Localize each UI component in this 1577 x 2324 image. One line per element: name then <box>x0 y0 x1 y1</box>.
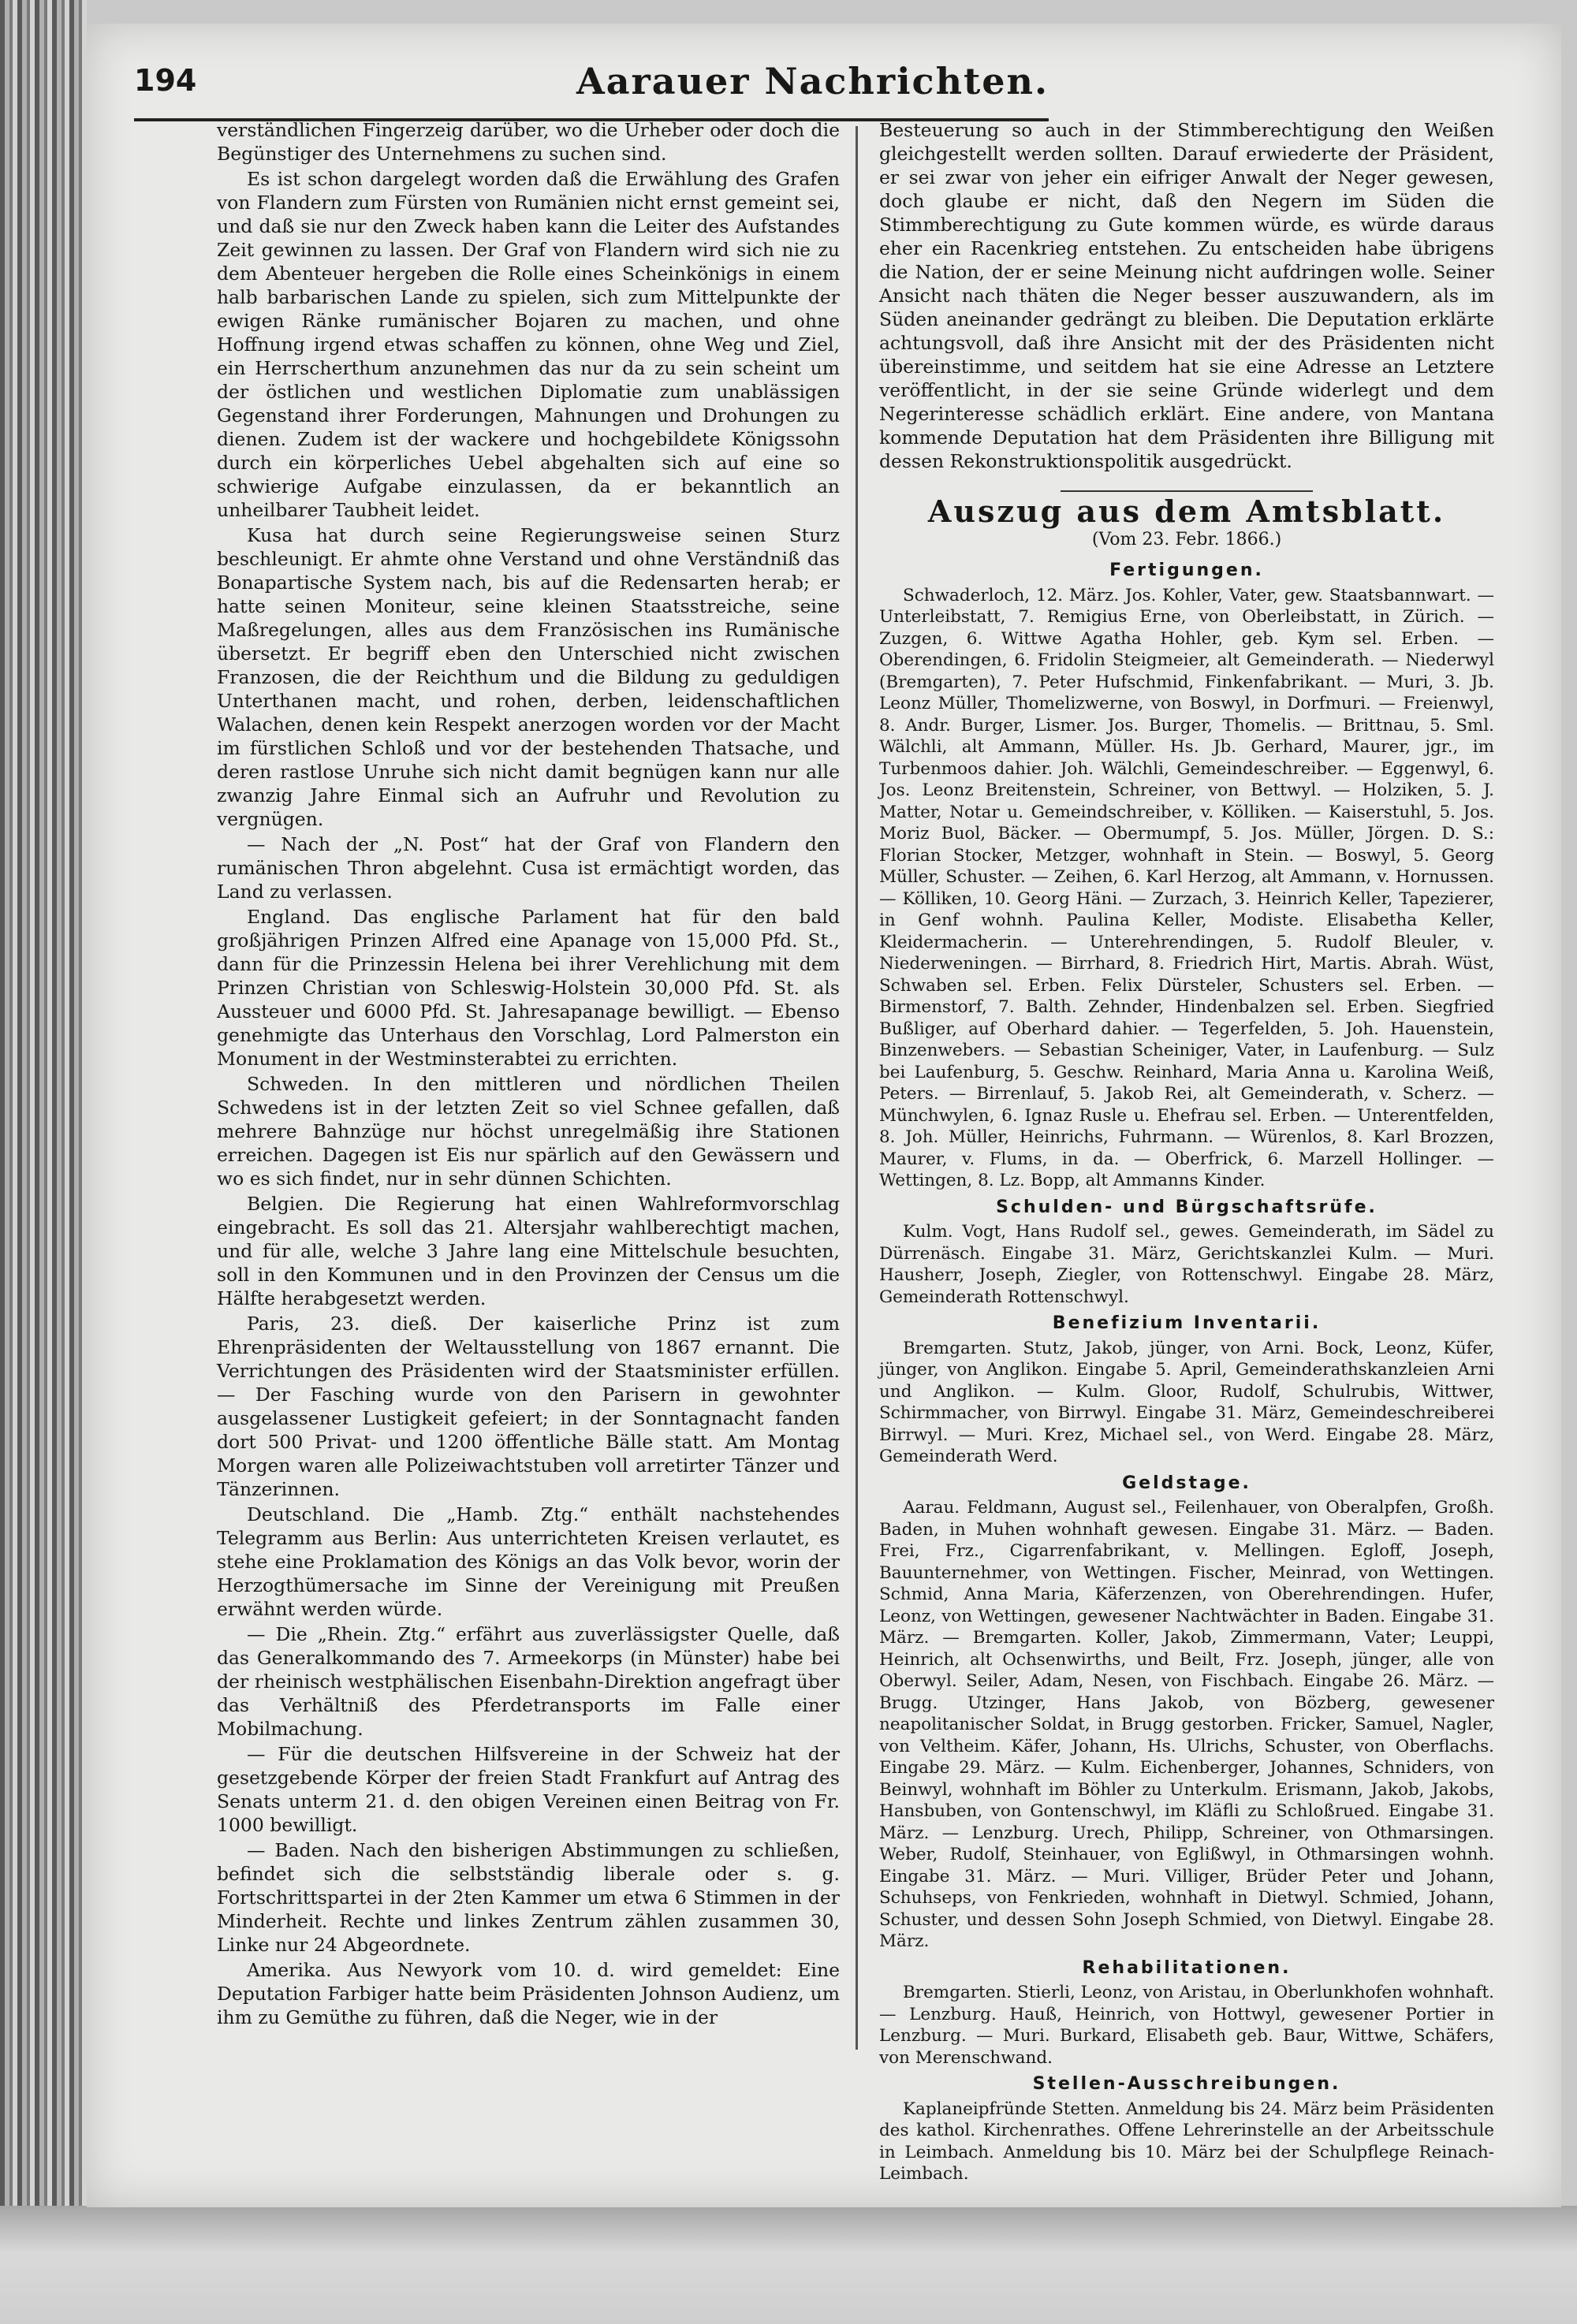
scan-bottom-margin <box>0 2206 1577 2324</box>
article-paragraph: — Die „Rhein. Ztg.“ erfährt aus zuverlässigster Quelle, daß das Generalkommando des 7. Armeekorps (in Münster) habe bei der rheinisch westphälischen Eisenbahn-Direktion angefragt über das Verhältniß des Pferdetransports im Falle einer Mobilmachung. <box>217 1623 840 1740</box>
article-continuation: Besteuerung so auch in der Stimmberechtigung den Weißen gleichgestellt werden sollten. Darauf erwiederte der Präsident, er sei zwar von jeher ein eifriger Anwalt der Neger gewesen, doch glaube er nicht, daß den Negern im Süden die Stimmberechtigung zu Gute kommen würde, es würde daraus eher ein Racenkrieg entstehen. Zu entscheiden habe übrigens die Nation, der er seine Meinung nicht aufdringen wolle. Seiner Ansicht nach thäten die Neger besser auszuwandern, als im Süden aneinander gedrängt zu bleiben. Die Deputation erklärte achtungsvoll, daß ihre Ansicht mit der des Präsidenten nicht übereinstimme, und seitdem hat sie eine Adresse an Letztere veröffentlicht, in der sie seine Gründe widerlegt und dem Negerinteresse schädlich erklärt. Eine andere, von Mantana kommende Deputation hat dem Präsidenten ihre Billigung mit dessen Rekonstruktionspolitik ausgedrückt. <box>879 119 1494 472</box>
geldstage-heading: Geldstage. <box>1122 1473 1251 1493</box>
article-paragraph: Kusa hat durch seine Regierungsweise seinen Sturz beschleunigt. Er ahmte ohne Verstand und ohne Verständniß das Bonapartische System nach, bis auf die Redensarten herab; er hatte seinen Moniteur, seine kleinen Staatsstreiche, seine Maßregelungen, alles aus dem Französischen ins Rumänische übersetzt. Er begriff eben den Unterschied nicht zwischen Franzosen, die der Reichthum und die Bildung zu geduldigen Unterthanen macht, und rohen, derben, leidenschaftlichen Walachen, denen kein Respekt anerzogen worden vor der Macht im fürstlichen Schloß und vor der bestehenden Thatsache, und deren rastlose Unruhe sich nicht damit begnügen kann nur alle zwanzig Jahre Einmal sich an Aufruhr und Revolution zu vergnügen. <box>217 524 840 830</box>
schulden-text: Kulm. Vogt, Hans Rudolf sel., gewes. Gemeinderath, im Sädel zu Dürrenäsch. Eingabe 31. März, Gerichtskanzlei Kulm. — Muri. Hausherr, Joseph, Ziegler, von Rottenschwyl. Eingabe 28. März, Gemeinderath Rottenschwyl. <box>879 1222 1494 1307</box>
scan-binding-edge <box>0 0 87 2324</box>
masthead-title: Aarauer Nachrichten. <box>576 60 1049 102</box>
amtsblatt-title: Auszug aus dem Amtsblatt. <box>927 493 1446 529</box>
benefizium-heading: Benefizium Inventarii. <box>1052 1313 1322 1333</box>
fertigungen-heading: Fertigungen. <box>1109 561 1264 580</box>
stellen-heading: Stellen-Ausschreibungen. <box>1032 2074 1341 2094</box>
fertigungen-text: Schwaderloch, 12. März. Jos. Kohler, Vater, gew. Staatsbannwart. — Unterleibstatt, 7. Remigius Erne, von Oberleibstatt, in Zürich. — Zuzgen, 6. Wittwe Agatha Hohler, geb. Kym sel. Erben. — Oberendingen, 6. Fridolin Steigmeier, alt Gemeinderath. — Niederwyl (Bremgarten), 7. Peter Hufschmid, Finkenfabrikant. — Muri, 3. Jb. Leonz Müller, Thomelizwerne, von Boswyl, in Dorfmuri. — Freienwyl, 8. Andr. Burger, Lismer. Jos. Burger, Thomelis. — Brittnau, 5. Sml. Wälchli, alt Ammann, Müller. Hs. Jb. Gerhard, Maurer, jgr., im Turbenmoos dahier. Joh. Wälchli, Gemeindeschreiber. — Eggenwyl, 6. Jos. Leonz Breitenstein, Schreiner, von Bettwyl. — Holziken, 5. J. Matter, Notar u. Gemeindschreiber, v. Kölliken. — Kaiserstuhl, 5. Jos. Moriz Buol, Bäcker. — Obermumpf, 5. Jos. Müller, Jörgen. D. S.: Florian Stocker, Metzger, wohnhaft in Stein. — Boswyl, 5. Georg Müller, Schuster. — Zeihen, 6. Karl Herzog, alt Ammann, v. Hornussen. — Kölliken, 10. Georg Häni. — Zurzach, 3. Heinrich Keller, Tapezierer, in Genf wohnh. Paulina Keller, Modiste. Elisabetha Keller, Kleidermacherin. — Unterehrendingen, 5. Rudolf Bleuler, v. Niederweningen. — Birrhard, 8. Friedrich Hirt, Martis. Abrah. Wüst, Schwaben sel. Erben. Felix Dürsteler, Schusters sel. Erben. — Birmenstorf, 7. Balth. Zehnder, Hindenbalzen sel. Erben. Siegfried Bußliger, auf Oberhard dahier. — Tegerfelden, 5. Joh. Hauenstein, Binzenwebers. — Sebastian Scheiniger, Vater, in Laufenburg. — Sulz bei Laufenburg, 5. Geschw. Reinhard, Maria Anna u. Karolina Weiß, Peters. — Birrenlauf, 5. Jakob Rei, alt Gemeinderath, v. Scherz. — Münchwylen, 6. Ignaz Rusle u. Ehefrau sel. Erben. — Unterentfelden, 8. Joh. Müller, Heinrichs, Fuhrmann. — Würenlos, 8. Karl Brozzen, Maurer, v. Flums, in da. — Oberfrick, 6. Marzell Hollinger. — Wettingen, 8. Lz. Bopp, alt Ammanns Kinder. <box>879 585 1494 1190</box>
page-number: 194 <box>134 63 197 98</box>
article-paragraph-paris: Paris, 23. dieß. Der kaiserliche Prinz ist zum Ehrenpräsidenten der Weltausstellung von 1867 ernannt. Die Verrichtungen des Präsidenten wird der Staatsminister erfüllen. — Der Fasching wurde von den Parisern in gewohnter ausgelassener Lustigkeit gefeiert; in der Sonntagnacht fanden dort 500 Privat- und 1200 öffentliche Bälle statt. Am Montag Morgen waren alle Polizeiwachtstuben voll arretirter Tänzer und Tänzerinnen. <box>217 1313 840 1500</box>
amtsblatt-date: (Vom 23. Febr. 1866.) <box>1091 530 1282 549</box>
page-header <box>134 60 1049 121</box>
article-paragraph-amerika: Amerika. Aus Newyork vom 10. d. wird gemeldet: Eine Deputation Farbiger hatte beim Präsidenten Johnson Audienz, um ihm zu Gemüthe zu führen, daß die Neger, wie in der <box>217 1959 840 2028</box>
article-paragraph: — Für die deutschen Hilfsvereine in der Schweiz hat der gesetzgebende Körper der freien Stadt Frankfurt auf Antrag des Senats unterm 21. d. den obigen Vereinen einen Beitrag von Fr. 1000 bewilligt. <box>217 1743 840 1836</box>
article-paragraph-schweden: Schweden. In den mittleren und nördlichen Theilen Schwedens ist in der letzten Zeit so viel Schnee gefallen, daß mehrere Bahnzüge nur höchst unregelmäßig ihre Stationen erreichen. Dagegen ist Eis nur spärlich auf den Gewässern und wo es sich findet, nur in sehr dünnen Schichten. <box>217 1073 840 1190</box>
schulden-heading: Schulden- und Bürgschaftsrüfe. <box>996 1197 1378 1217</box>
article-paragraph-deutschland: Deutschland. Die „Hamb. Ztg.“ enthält nachstehendes Telegramm aus Berlin: Aus unterrichteten Kreisen verlautet, es stehe eine Proklamation des Königs an das Volk bevor, worin der Herzogthümersache im Sinne der Vereinigung mit Preußen erwähnt werden würde. <box>217 1503 840 1620</box>
benefizium-text: Bremgarten. Stutz, Jakob, jünger, von Arni. Bock, Leonz, Küfer, jünger, von Anglikon. Eingabe 5. April, Gemeinderathskanzleien Arni und Anglikon. — Kulm. Gloor, Rudolf, Schulrubis, Wittwer, Schirmmacher, von Birrwyl. Eingabe 31. März, Gemeindeschreiberei Birrwyl. — Muri. Krez, Michael sel., von Werd. Eingabe 28. März, Gemeinderath Werd. <box>879 1338 1494 1466</box>
article-paragraph-belgien: Belgien. Die Regierung hat einen Wahlreformvorschlag eingebracht. Es soll das 21. Altersjahr wahlberechtigt machen, und für alle, welche 3 Jahre lang eine Mittelschule besuchten, soll in den Kommunen und in den Provinzen der Census um die Hälfte herabgesetzt werden. <box>217 1193 840 1309</box>
stellen-text: Kaplaneipfründe Stetten. Anmeldung bis 24. März beim Präsidenten des kathol. Kirchenrathes. Offene Lehrerinstelle an der Arbeitsschule in Leimbach. Anmeldung bis 10. März bei der Schulpflege Reinach-Leimbach. <box>879 2099 1494 2184</box>
section-divider <box>1061 490 1313 492</box>
article-paragraph: verständlichen Fingerzeig darüber, wo die Urheber oder doch die Begünstiger des Unternehmens zu suchen sind. <box>217 119 840 165</box>
article-paragraph-england: England. Das englische Parlament hat für den bald großjährigen Prinzen Alfred eine Apanage von 15,000 Pfd. St., dann für die Prinzessin Helena bei ihrer Verehlichung mit dem Prinzen Christian von Schleswig-Holstein 30,000 Pfd. St. als Aussteuer und 6000 Pfd. St. Jahresapanage bewilligt. — Ebenso genehmigte das Unterhaus den Vorschlag, Lord Palmerston ein Monument in der Westminsterabtei zu errichten. <box>217 906 840 1070</box>
article-paragraph-baden: — Baden. Nach den bisherigen Abstimmungen zu schließen, befindet sich die selbstständig liberale oder s. g. Fortschrittspartei in der 2ten Kammer um etwa 6 Stimmen in der Minderheit. Rechte und linkes Zentrum zählen zusammen 30, Linke nur 24 Abgeordnete. <box>217 1839 840 1956</box>
rehabilitationen-text: Bremgarten. Stierli, Leonz, von Aristau, in Oberlunkhofen wohnhaft. — Lenzburg. Hauß, Heinrich, von Hottwyl, gewesener Portier in Lenzburg. — Muri. Burkard, Elisabeth geb. Baur, Wittwe, Schäfers, von Merenschwand. <box>879 1983 1494 2068</box>
rehabilitationen-heading: Rehabilitationen. <box>1082 1957 1292 1978</box>
article-paragraph: Es ist schon dargelegt worden daß die Erwählung des Grafen von Flandern zum Fürsten von Rumänien nicht ernst gemeint sei, und daß sie nur den Zweck haben kann die Leiter des Aufstandes Zeit gewinnen zu lassen. Der Graf von Flandern wird sich nie zu dem Abenteuer hergeben die Rolle eines Scheinkönigs in einem halb barbarischen Lande zu spielen, sich zum Mittelpunkte der ewigen Ränke rumänischer Bojaren zu machen, und ohne Hoffnung irgend etwas schaffen zu können, ohne Weg und Ziel, ein Herrscherthum anzunehmen das nur da zu sein scheint um der östlichen und westlichen Diplomatie zum unablässigen Gegenstand ihrer Forderungen, Mahnungen und Drohungen zu dienen. Zudem ist der wackere und hochgebildete Königssohn durch ein körperliches Uebel abgehalten sich auf eine so schwierige Aufgabe einzulassen, da er bekanntlich an unheilbarer Taubheit leidet. <box>217 168 840 521</box>
right-column <box>879 118 1494 2184</box>
column-divider <box>856 126 858 2050</box>
geldstage-text: Aarau. Feldmann, August sel., Feilenhauer, von Oberalpfen, Großh. Baden, in Muhen wohnhaft gewesen. Eingabe 31. März. — Baden. Frei, Frz., Cigarrenfabrikant, v. Mellingen. Egloff, Joseph, Bauunternehmer, von Wettingen. Fischer, Meinrad, von Wettingen. Schmid, Anna Maria, Käferzenzen, von Oberehrendingen. Hufer, Leonz, von Wettingen, gewesener Nachtwächter in Baden. Eingabe 31. März. — Bremgarten. Koller, Jakob, Zimmermann, Vater; Leuppi, Heinrich, alt Ochsenwirths, und Beilt, Frz. Joseph, jünger, alle von Oberwyl. Seiler, Adam, Nesen, von Fischbach. Eingabe 26. März. — Brugg. Utzinger, Hans Jakob, von Bözberg, gewesener neapolitanischer Soldat, in Brugg gestorben. Fricker, Samuel, Nagler, von Veltheim. Käfer, Johann, Hs. Ulrichs, Schuster, von Oberflachs. Eingabe 29. März. — Kulm. Eichenberger, Johannes, Schniders, von Beinwyl, wohnhaft im Böhler zu Unterkulm. Erismann, Jakob, Jakobs, Hansbuben, von Gontenschwyl, im Kläfli zu Schloßrued. Eingabe 31. März. — Lenzburg. Urech, Philipp, Schreiner, von Othmarsingen. Weber, Rudolf, Steinhauer, von Eglißwyl, in Othmarsingen wohnh. Eingabe 31. März. — Muri. Villiger, Brüder Peter und Johann, Schuhseps, von Fenkrieden, wohnhaft in Dietwyl. Schmied, Johann, Schuster, und dessen Sohn Joseph Schmied, von Dietwyl. Eingabe 28. März. <box>879 1498 1494 1951</box>
left-column <box>217 118 840 2073</box>
amtsblatt-body <box>879 560 1494 2185</box>
article-paragraph: — Nach der „N. Post“ hat der Graf von Flandern den rumänischen Thron abgelehnt. Cusa ist ermächtigt worden, das Land zu verlassen. <box>217 833 840 903</box>
